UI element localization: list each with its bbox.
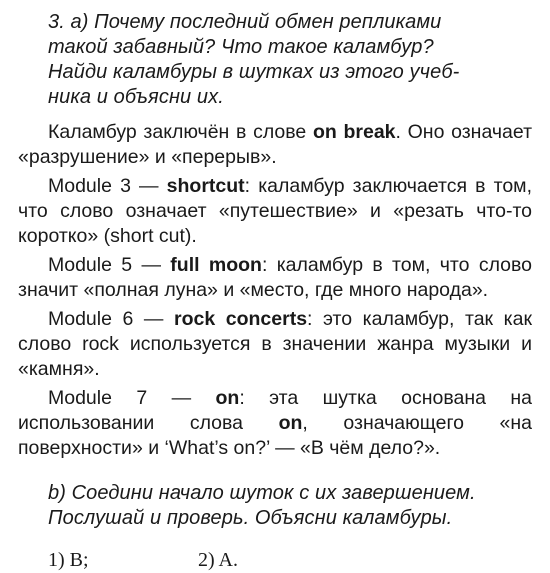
task-3b-instruction: [48, 481, 532, 531]
pun-term: on: [278, 412, 303, 434]
answer-module-3: [18, 174, 532, 249]
task-3a-line: Найди каламбуры в шутках из этого учеб-: [48, 61, 460, 83]
pun-term: on break: [312, 121, 396, 143]
task-3a-instruction: [48, 10, 532, 110]
pun-term: on: [215, 387, 240, 409]
pun-term: rock concerts: [174, 308, 308, 330]
task-3a-line: 3. а) Почему последний обмен репликами: [48, 11, 442, 33]
answer-text: Каламбур заключён в слове: [48, 121, 313, 143]
answer-options: [18, 547, 532, 573]
option-2: 2) A.: [198, 549, 238, 571]
answer-text: Module 3 —: [48, 175, 167, 197]
answer-text: Module 6 —: [48, 308, 174, 330]
answer-module-6: [18, 307, 532, 382]
task-3a-line: ника и объясни их.: [48, 86, 224, 108]
answer-text: : каламбур заключается в том, что слово означает «путешествие» и «резать что-то коротко» (short cut).: [18, 175, 532, 247]
answer-on-break: [18, 120, 532, 170]
answer-module-5: [18, 253, 532, 303]
task-3a-line: такой забавный? Что такое каламбур?: [48, 36, 434, 58]
option-1: 1) B;: [48, 549, 89, 571]
pun-term: shortcut: [166, 175, 245, 197]
task-3b-line: Послушай и проверь. Объясни каламбуры.: [48, 507, 453, 529]
answer-text: Module 7 —: [48, 387, 216, 409]
answers-block: [18, 120, 532, 461]
answer-module-7: [18, 386, 532, 461]
answer-text: Module 5 —: [48, 254, 171, 276]
answer-text: , означающего «на поверхности» и ‘What’s on?’ — «В чём дело?».: [18, 412, 532, 459]
answer-text: : это каламбур, так как слово rock используется в значении жанра музыки и «камня».: [18, 308, 532, 380]
answer-text: . Оно означает «разрушение» и «перерыв».: [18, 121, 532, 168]
answer-text: : каламбур в том, что слово значит «полная луна» и «место, где много народа».: [18, 254, 532, 301]
pun-term: full moon: [170, 254, 262, 276]
task-3b-line: b) Соедини начало шуток с их завершением.: [48, 482, 476, 504]
answer-text: : эта шутка основана на использовании слова: [18, 387, 532, 434]
